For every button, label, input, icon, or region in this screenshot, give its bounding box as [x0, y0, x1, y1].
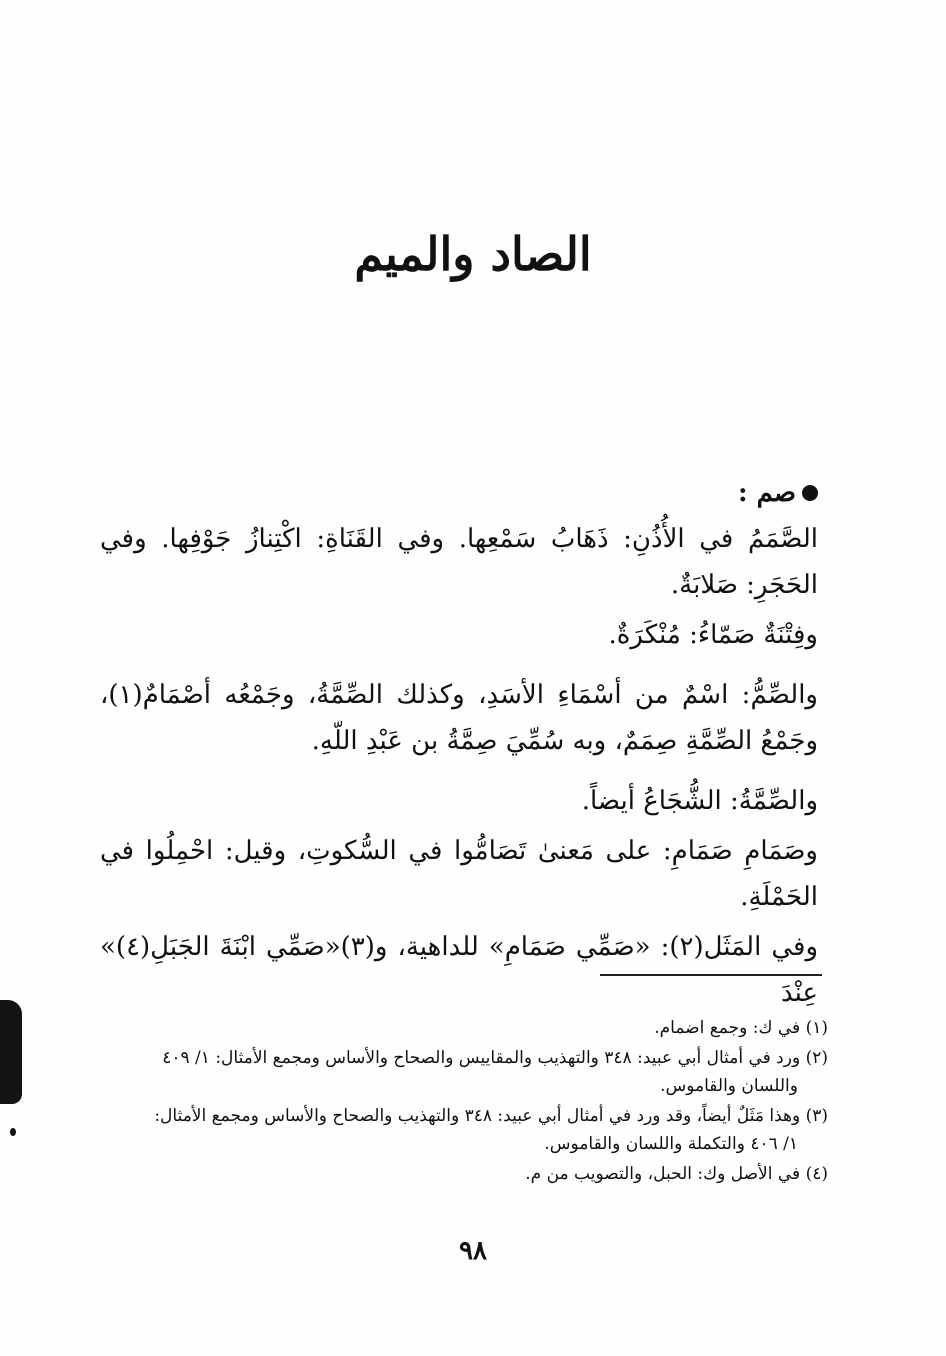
chapter-title: الصاد والميم	[354, 227, 592, 281]
entry-heading-label: صم :	[737, 478, 796, 508]
footnotes	[108, 1014, 828, 1190]
footnote	[108, 1014, 828, 1042]
footnote	[108, 1160, 828, 1188]
entry-paragraph: الصَّمَمُ في الأُذُنِ: ذَهَابُ سَمْعِها. وفي القَنَاةِ: اكْتِنازُ جَوْفِها. وفي الحَجَرِ: صَلابَةٌ.	[100, 524, 818, 600]
entry-paragraph: وفي المَثَل(٢): «صَمِّي صَمَامِ» للداهية، و(٣)«صَمِّي ابْنَةَ الجَبَلِ(٤)» عِنْدَ	[100, 932, 818, 1008]
scan-speck	[10, 1128, 16, 1136]
entry-paragraph: وفِتْنَةٌ صَمّاءُ: مُنْكَرَةٌ.	[608, 620, 818, 650]
page-number: ٩٨	[459, 1236, 487, 1266]
footnote	[108, 1102, 828, 1158]
footnote-text: (٤) في الأصل وك: الحبل، والتصويب من م.	[525, 1164, 828, 1184]
scan-edge-mark	[0, 1000, 22, 1104]
footnote-continuation: ١/ ٤٠٦ والتكملة واللسان والقاموس.	[544, 1134, 798, 1154]
footnote-continuation: واللسان والقاموس.	[660, 1076, 798, 1096]
entry-paragraph: والصِّمُّ: اسْمٌ من أسْمَاءِ الأسَدِ، وكذلك الصِّمَّةُ، وجَمْعُه أصْمَامٌ(١)، وجَمْعُ الصِّمَّةِ صِمَمٌ، وبه سُمِّيَ صِمَّةُ بن عَبْدِ اللّهِ.	[100, 680, 818, 756]
footnote-text: (٣) وهذا مَثَلٌ أيضاً، وقد ورد في أمثال أبي عبيد: ٣٤٨ والتهذيب والصحاح والأساس ومجمع الأمثال:	[154, 1106, 828, 1126]
footnote-text: (١) في ك: وجمع اضمام.	[654, 1018, 828, 1038]
entry-paragraph: والصِّمَّةُ: الشُّجَاعُ أيضاً.	[581, 786, 818, 816]
footnote-separator	[600, 974, 822, 976]
entry-body	[100, 470, 818, 1030]
entry-heading	[100, 470, 818, 516]
entry-paragraph: وصَمَامِ صَمَامِ: على مَعنىٰ تَصَامُّوا في السُّكوتِ، وقيل: احْمِلُوا في الحَمْلَةِ.	[100, 836, 818, 912]
footnote-text: (٢) ورد في أمثال أبي عبيد: ٣٤٨ والتهذيب والمقاييس والصحاح والأساس ومجمع الأمثال: ١/ ٤٠٩	[162, 1048, 828, 1068]
bullet-icon	[802, 485, 818, 501]
footnote	[108, 1044, 828, 1100]
